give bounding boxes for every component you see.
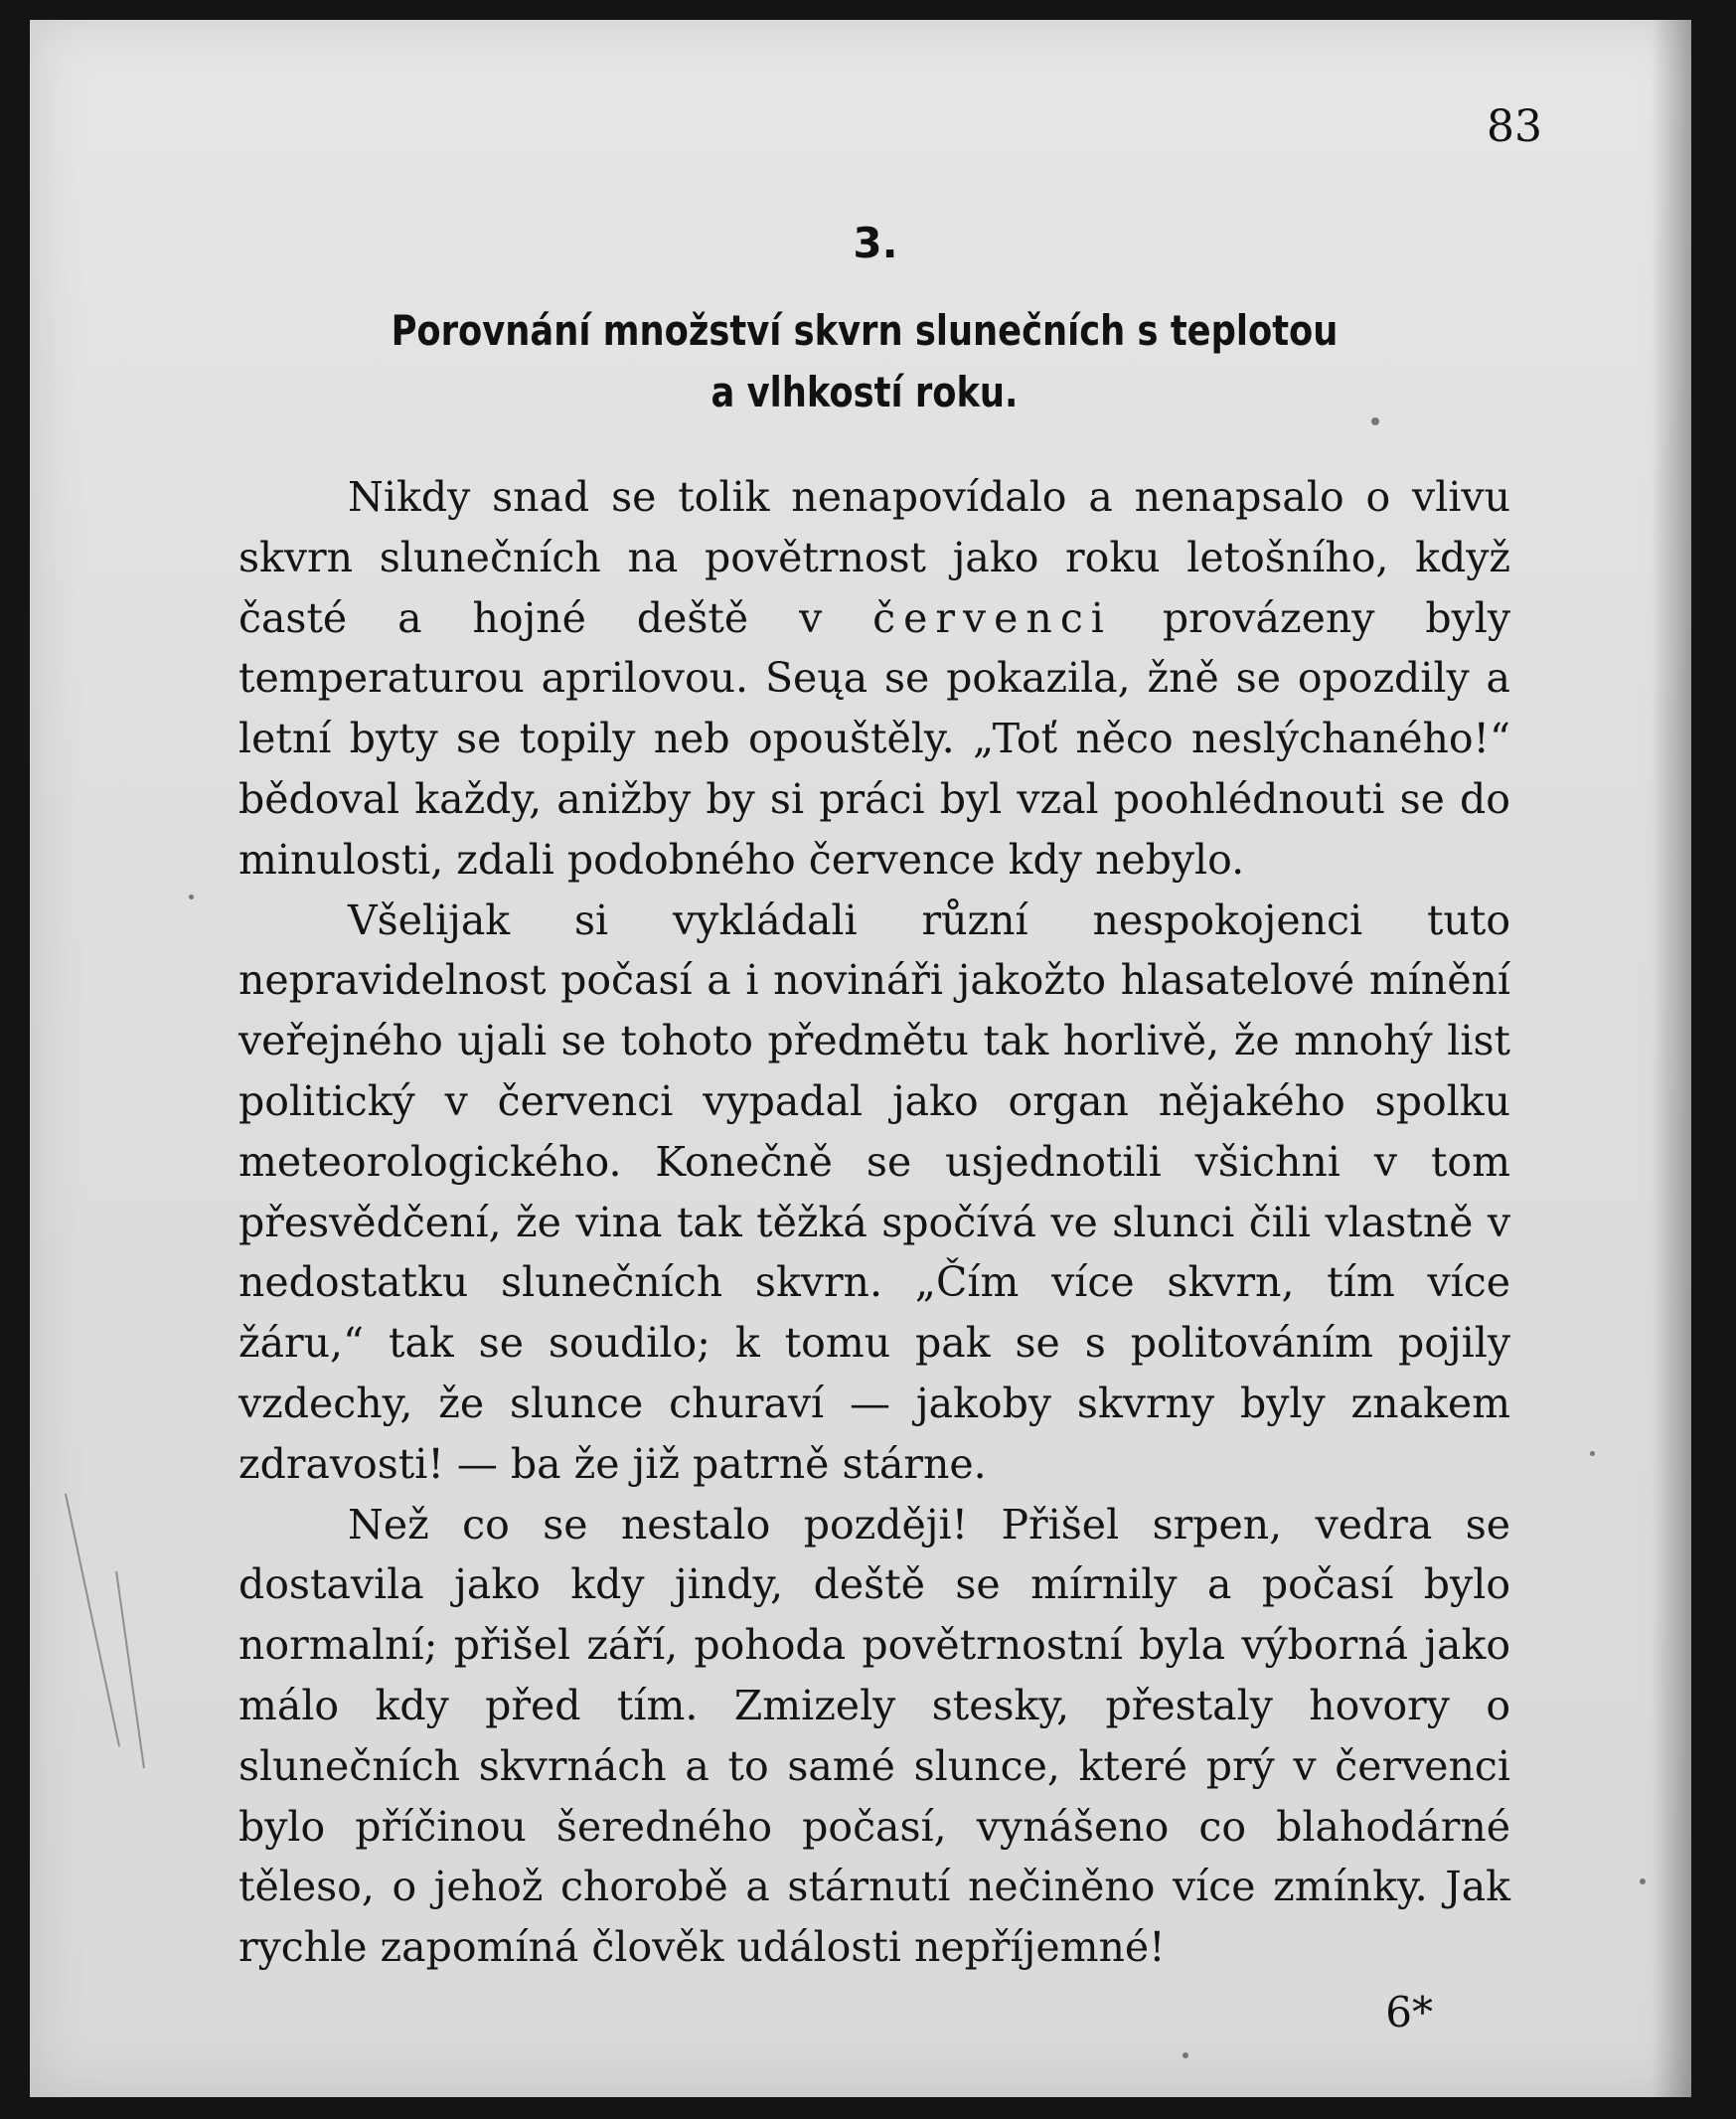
- scan-speck: [1590, 1451, 1595, 1456]
- scan-speck: [1640, 1878, 1646, 1884]
- book-page: [30, 20, 1691, 2097]
- section-title-line-1: Porovnání množství skvrn slunečních s teplotou: [391, 306, 1339, 355]
- section-title-line-2: a vlhkostí roku.: [710, 368, 1019, 416]
- paragraph-1: [238, 467, 1510, 891]
- page-number: 83: [1487, 101, 1542, 152]
- section-title: [314, 300, 1416, 423]
- paragraph-1-spaced-word: červenci: [872, 593, 1112, 642]
- scan-speck: [189, 895, 194, 899]
- paragraph-1-text-a: Nikdy snad se tolik nenapovídalo a nenapsalo o vlivu skvrn slunečních na povětrnost jako roku letošního, když časté a hojné deště v: [238, 473, 1510, 642]
- scan-speck: [1183, 2052, 1188, 2058]
- section-number: 3.: [853, 219, 898, 267]
- scan-scratch: [65, 1494, 120, 1747]
- body-text: [238, 467, 1510, 1978]
- paragraph-1-text-b: provázeny byly temperaturou aprilovou. Seųa se pokazila, žně se opozdily a letní byty se topily neb opouštěly. „Toť něco neslýchaného!“ bědoval každy, anižby by si práci byl vzal poohlédnouti se do minulosti, zdali podobného července kdy nebylo.: [238, 593, 1511, 884]
- paragraph-2: Všelijak si vykládali různí nespokojenci tuto nepravidelnost počasí a i novináři jakožto hlasatelové mínění veřejného ujali se tohoto předmětu tak horlivě, že mnohý list politický v červenci vypadal jako organ nějakého spolku meteorologického. Konečně se usjednotili všichni v tom přesvědčení, že vina tak těžká spočívá ve slunci čili vlastně v nedostatku slunečních skvrn. „Čím více skvrn, tím více žáru,“ tak se soudilo; k tomu pak se s politováním pojily vzdechy, že slunce churaví — jakoby skvrny byly znakem zdravosti! — ba že již patrně stárne.: [238, 896, 1510, 1488]
- scan-scratch: [115, 1571, 145, 1768]
- scan-speck: [1371, 417, 1379, 425]
- paragraph-3: Než co se nestalo později! Přišel srpen, vedra se dostavila jako kdy jindy, deště se mírnily a počasí bylo normalní; přišel září, pohoda povětrnostní byla výborná jako málo kdy před tím. Zmizely stesky, přestaly hovory o slunečních skvrnách a to samé slunce, které prý v červenci bylo příčinou šeredného počasí, vynášeno co blahodárné těleso, o jehož chorobě a stárnutí nečiněno více zmínky. Jak rychle zapomíná člověk události nepříjemné!: [238, 1500, 1510, 1972]
- printer-signature-mark: 6*: [1385, 1988, 1433, 2037]
